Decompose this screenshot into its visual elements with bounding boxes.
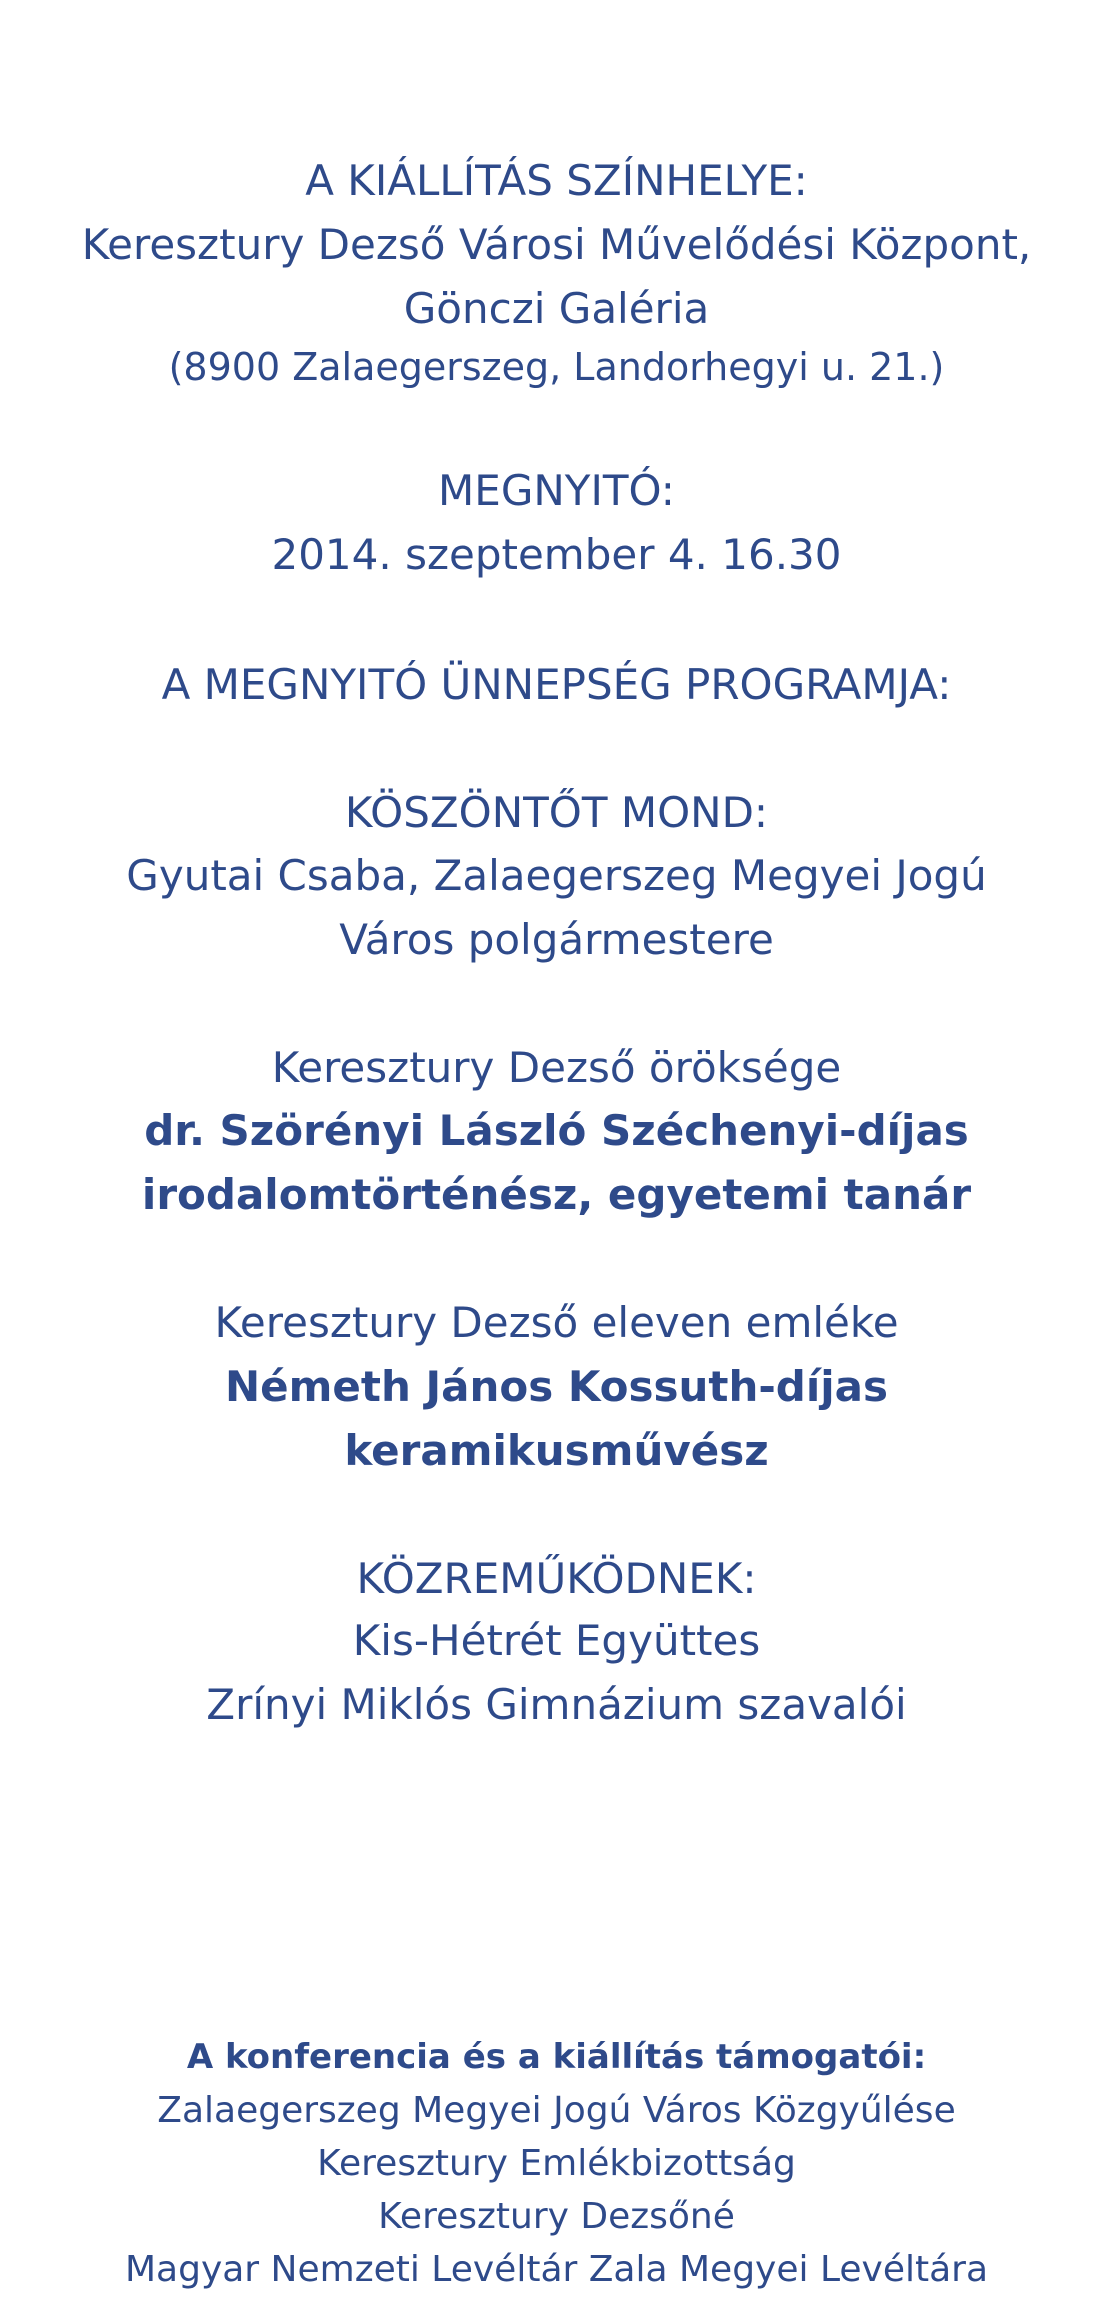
- performer-item: Kis-Hétrét Együttes: [352, 1616, 761, 1665]
- venue-name-line2: Gönczi Galéria: [403, 284, 710, 333]
- opening-datetime: 2014. szeptember 4. 16.30: [271, 530, 842, 579]
- venue-name-line1: Keresztury Dezső Városi Művelődési Központ,: [81, 220, 1032, 269]
- talk2-speaker-line1: Németh János Kossuth-díjas: [225, 1362, 888, 1411]
- opening-heading: MEGNYITÓ:: [438, 466, 675, 515]
- venue-heading: A KIÁLLÍTÁS SZÍNHELYE:: [305, 156, 808, 205]
- sponsor-item: Zalaegerszeg Megyei Jogú Város Közgyűlése: [157, 2090, 956, 2131]
- talk2-speaker-line2: keramikusművész: [344, 1426, 769, 1475]
- venue-address: (8900 Zalaegerszeg, Landorhegyi u. 21.): [168, 345, 945, 389]
- greeting-speaker-line2: Város polgármestere: [339, 915, 774, 964]
- sponsor-item: Keresztury Emlékbizottság: [317, 2143, 796, 2184]
- greeting-heading: KÖSZÖNTŐT MOND:: [344, 788, 769, 837]
- sponsors-heading: A konferencia és a kiállítás támogatói:: [186, 2037, 927, 2077]
- talk1-speaker-line2: irodalomtörténész, egyetemi tanár: [141, 1170, 972, 1219]
- talk1-speaker-line1: dr. Szörényi László Széchenyi-díjas: [144, 1106, 969, 1155]
- program-heading: A MEGNYITÓ ÜNNEPSÉG PROGRAMJA:: [161, 660, 952, 709]
- performers-heading: KÖZREMŰKÖDNEK:: [356, 1554, 757, 1603]
- sponsor-item: Magyar Nemzeti Levéltár Zala Megyei Levéltára: [124, 2249, 989, 2290]
- performer-item: Zrínyi Miklós Gimnázium szavalói: [206, 1680, 907, 1729]
- sponsor-item: Keresztury Dezsőné: [378, 2196, 735, 2237]
- talk1-title: Keresztury Dezső öröksége: [271, 1043, 842, 1092]
- talk2-title: Keresztury Dezső eleven emléke: [214, 1298, 899, 1347]
- greeting-speaker-line1: Gyutai Csaba, Zalaegerszeg Megyei Jogú: [126, 851, 987, 900]
